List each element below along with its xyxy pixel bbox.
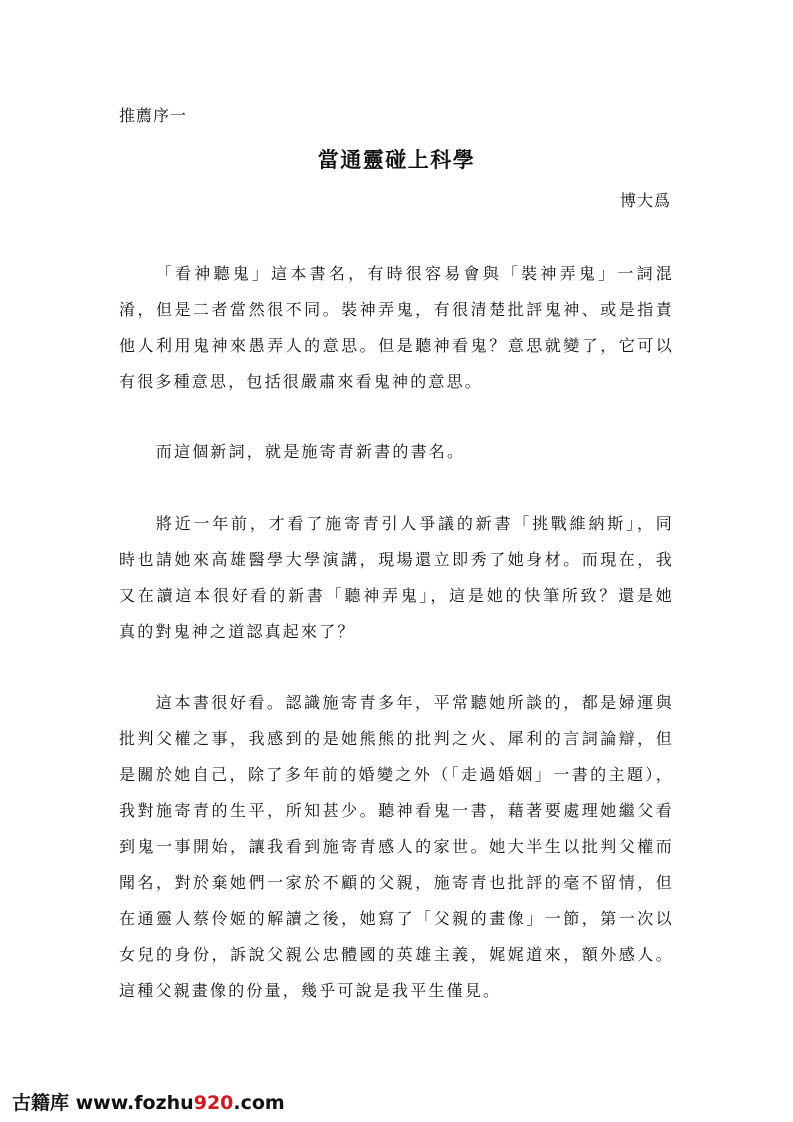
section-label: 推薦序一 xyxy=(119,106,188,125)
paragraph-3: 將近一年前，才看了施寄青引人爭議的新書「挑戰維納斯」，同時也請她來高雄醫學大學演講，現場還立即秀了她身材。而現在，我又在讀這本很好看的新書「聽神弄鬼」，這是她的快筆所致？還是她真的對鬼神之道認真起來了？ xyxy=(119,514,674,641)
paragraph-1: 「看神聽鬼」這本書名，有時很容易會與「裝神弄鬼」一詞混淆，但是二者當然很不同。裝神弄鬼，有很清楚批評鬼神、或是指責他人利用鬼神來愚弄人的意思。但是聽神看鬼？意思就變了，它可以有很多種意思，包括很嚴肅來看鬼神的意思。 xyxy=(119,264,674,391)
site-watermark xyxy=(12,1088,285,1115)
watermark-number: 920 xyxy=(193,1092,234,1114)
watermark-suffix: .com xyxy=(233,1092,285,1114)
page-title: 當通靈碰上科學 xyxy=(317,148,476,172)
author-name: 博大爲 xyxy=(619,191,671,210)
paragraph-2: 而這個新詞，就是施寄青新書的書名。 xyxy=(155,442,466,461)
paragraph-4: 這本書很好看。認識施寄青多年，平常聽她所談的，都是婦運與批判父權之事，我感到的是她熊熊的批判之火、犀利的言詞論辯，但是關於她自己，除了多年前的婚變之外（「走過婚姻」一書的主題），我對施寄青的生平，所知甚少。聽神看鬼一書，藉著要處理她繼父看到鬼一事開始，讓我看到施寄青感人的家世。她大半生以批判父權而聞名，對於棄她們一家於不顧的父親，施寄青也批評的毫不留情，但在通靈人蔡伶姬的解讀之後，她寫了「父親的畫像」一節，第一次以女兒的身份，訴說父親公忠體國的英雄主義，娓娓道來，額外感人。這種父親畫像的份量，幾乎可說是我平生僅見。 xyxy=(119,693,674,1000)
watermark-brand: 古籍库 www.fozhu xyxy=(12,1092,194,1114)
